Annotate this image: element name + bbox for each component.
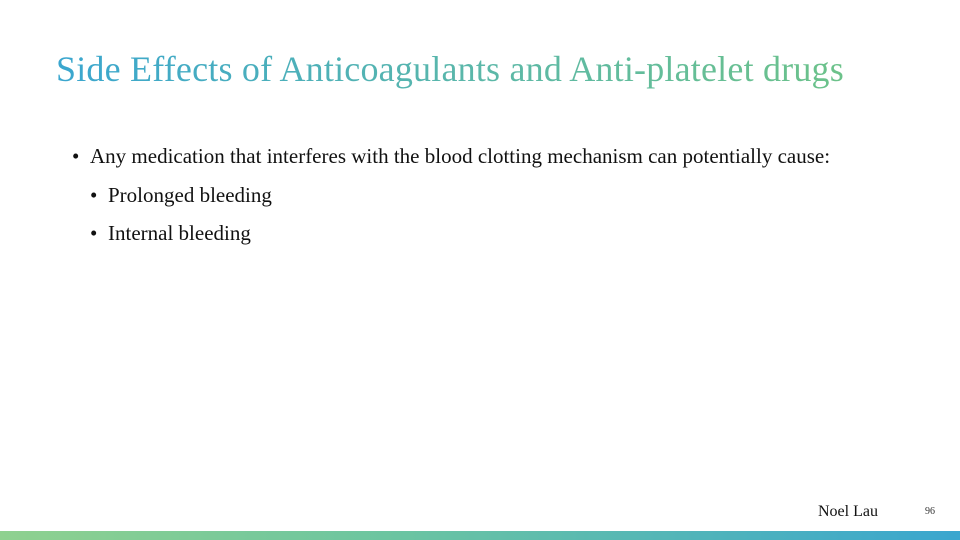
footer-author: Noel Lau [818,503,878,520]
sub-bullet-text: Prolonged bleeding [108,182,272,207]
slide-content [70,140,870,250]
bullet-item [70,140,870,173]
bullet-text: Any medication that interferes with the blood clotting mechanism can potentially cause: [90,144,831,168]
page-number: 96 [925,506,935,517]
sub-bullet-item [88,217,870,250]
decorative-gradient-bar [0,531,960,540]
slide-title: Side Effects of Anticoagulants and Anti-platelet drugs [56,48,844,91]
sub-bullet-text: Internal bleeding [108,221,251,246]
sub-bullet-item [88,179,870,212]
